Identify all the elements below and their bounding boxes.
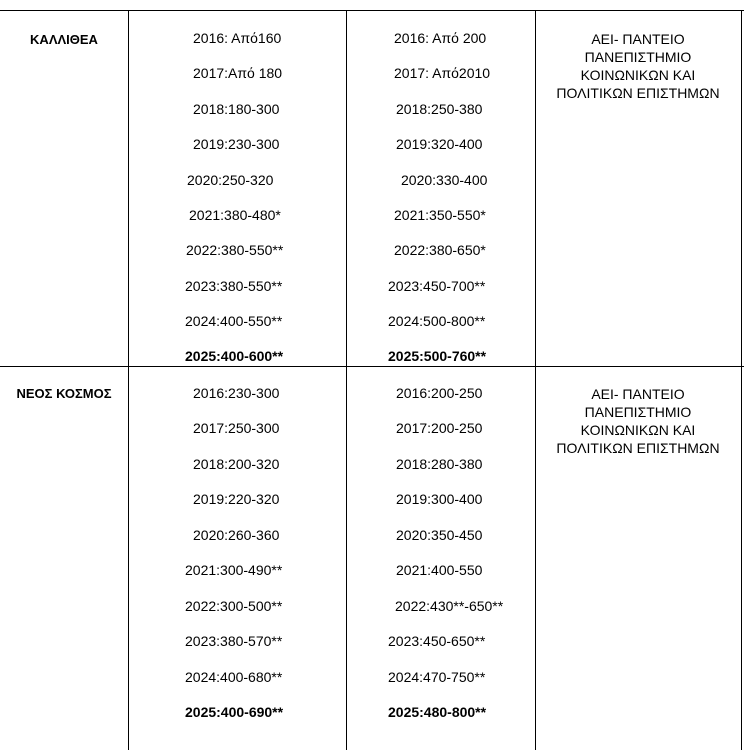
- school-label: [535, 30, 741, 102]
- range-line: 2019:220-320: [193, 491, 280, 507]
- range-line: 2021:350-550*: [394, 207, 486, 223]
- range-line: 2023:450-650**: [388, 633, 486, 649]
- range-line: 2021:380-480*: [189, 207, 281, 223]
- column-divider-3: [535, 10, 536, 750]
- row-divider: [0, 366, 744, 367]
- range-line: 2021:400-550: [396, 562, 483, 578]
- range-line: 2022:430**-650**: [395, 598, 504, 614]
- range-line: 2016: Από 200: [394, 30, 487, 46]
- school-label-line: ΠΑΝΕΠΙΣΤΗΜΙΟ: [584, 49, 692, 65]
- range-line: 2017:Από 180: [193, 65, 283, 81]
- table-top-border: [0, 10, 744, 11]
- range-line: 2018:250-380: [396, 101, 483, 117]
- range-line: 2022:380-650*: [394, 242, 486, 258]
- school-label-line: ΠΑΝΕΠΙΣΤΗΜΙΟ: [584, 404, 692, 420]
- range-line: 2022:300-500**: [185, 598, 283, 614]
- range-line: 2018:180-300: [193, 101, 280, 117]
- range-line-latest: 2025:500-760**: [388, 348, 487, 364]
- range-line-latest: 2025:400-690**: [185, 704, 284, 720]
- school-label-line: ΑΕΙ- ΠΑΝΤΕΙΟ: [591, 31, 685, 47]
- area-label-neos-kosmos: ΝΕΟΣ ΚΟΣΜΟΣ: [16, 386, 112, 401]
- range-line: 2021:300-490**: [185, 562, 283, 578]
- range-line: 2024:500-800**: [388, 313, 486, 329]
- range-line: 2018:200-320: [193, 456, 280, 472]
- range-line: 2023:450-700**: [388, 278, 486, 294]
- range-line: 2018:280-380: [396, 456, 483, 472]
- range-line: 2016:230-300: [193, 385, 280, 401]
- school-label-line: ΠΟΛΙΤΙΚΩΝ ΕΠΙΣΤΗΜΩΝ: [556, 440, 720, 456]
- range-line: 2023:380-570**: [185, 633, 283, 649]
- range-line: 2019:300-400: [396, 491, 483, 507]
- range-line: 2020:330-400: [401, 172, 488, 188]
- range-line: 2020:250-320: [187, 172, 274, 188]
- range-line: 2017:250-300: [193, 420, 280, 436]
- school-label-line: ΚΟΙΝΩΝΙΚΩΝ ΚΑΙ: [580, 67, 696, 83]
- school-label-line: ΠΟΛΙΤΙΚΩΝ ΕΠΙΣΤΗΜΩΝ: [556, 85, 720, 101]
- range-line-latest: 2025:400-600**: [185, 348, 284, 364]
- range-line: 2016: Από160: [193, 30, 282, 46]
- school-label-line: ΚΟΙΝΩΝΙΚΩΝ ΚΑΙ: [580, 422, 696, 438]
- range-line: 2019:230-300: [193, 136, 280, 152]
- range-line: 2020:350-450: [396, 527, 483, 543]
- area-label-kallithea: ΚΑΛΛΙΘΕΑ: [30, 32, 98, 47]
- range-line-latest: 2025:480-800**: [388, 704, 487, 720]
- column-divider-2: [346, 10, 347, 750]
- school-label: [535, 385, 741, 457]
- range-line: 2017: Από2010: [394, 65, 491, 81]
- range-line: 2024:400-680**: [185, 669, 283, 685]
- range-line: 2019:320-400: [396, 136, 483, 152]
- range-line: 2022:380-550**: [186, 242, 284, 258]
- school-label-line: ΑΕΙ- ΠΑΝΤΕΙΟ: [591, 386, 685, 402]
- column-divider-1: [128, 10, 129, 750]
- table-right-border: [741, 10, 742, 750]
- range-line: 2017:200-250: [396, 420, 483, 436]
- rent-range-table: [0, 10, 744, 750]
- range-line: 2023:380-550**: [185, 278, 283, 294]
- range-line: 2016:200-250: [396, 385, 483, 401]
- range-line: 2024:400-550**: [185, 313, 283, 329]
- range-line: 2024:470-750**: [388, 669, 486, 685]
- range-line: 2020:260-360: [193, 527, 280, 543]
